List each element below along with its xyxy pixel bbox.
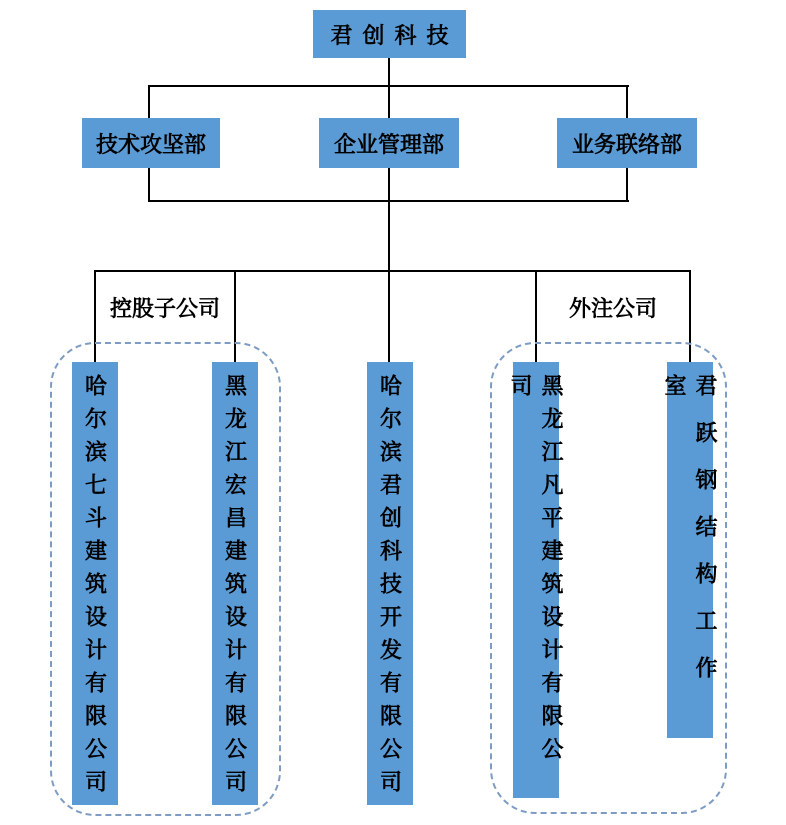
connector-line <box>388 85 390 119</box>
company-name: 君跃钢结构工作室 <box>661 374 718 703</box>
dept-node-management: 企业管理部 <box>319 118 459 168</box>
company-node-heilongjiang-fanping <box>507 362 564 798</box>
root-node: 君创科技 <box>313 10 466 58</box>
company-node-heilongjiang-hongchang <box>212 362 258 805</box>
company-name: 哈尔滨七斗建筑设计有限公司 <box>81 374 108 803</box>
connector-line <box>626 85 628 119</box>
company-name: 黑龙江宏昌建筑设计有限公司 <box>221 374 248 803</box>
dept-node-liaison: 业务联络部 <box>557 118 697 168</box>
connector-line <box>388 270 390 362</box>
connector-line <box>148 168 150 202</box>
connector-line <box>388 168 390 272</box>
group-label-holding-subsidiaries: 控股子公司 <box>109 296 220 322</box>
connector-line <box>148 85 150 119</box>
connector-line <box>626 168 628 202</box>
connector-line <box>388 58 390 86</box>
company-name: 哈尔滨君创科技开发有限公司 <box>376 374 403 803</box>
group-label-outsourced: 外注公司 <box>568 296 657 322</box>
connector-line <box>94 270 691 272</box>
company-node-haerbin-junchuang <box>367 362 413 805</box>
company-node-haerbin-qidou <box>72 362 118 805</box>
dept-node-tech: 技术攻坚部 <box>82 118 220 168</box>
company-node-junyue-steel-studio <box>661 362 718 738</box>
company-name: 黑龙江凡平建筑设计有限公司 <box>507 374 564 770</box>
